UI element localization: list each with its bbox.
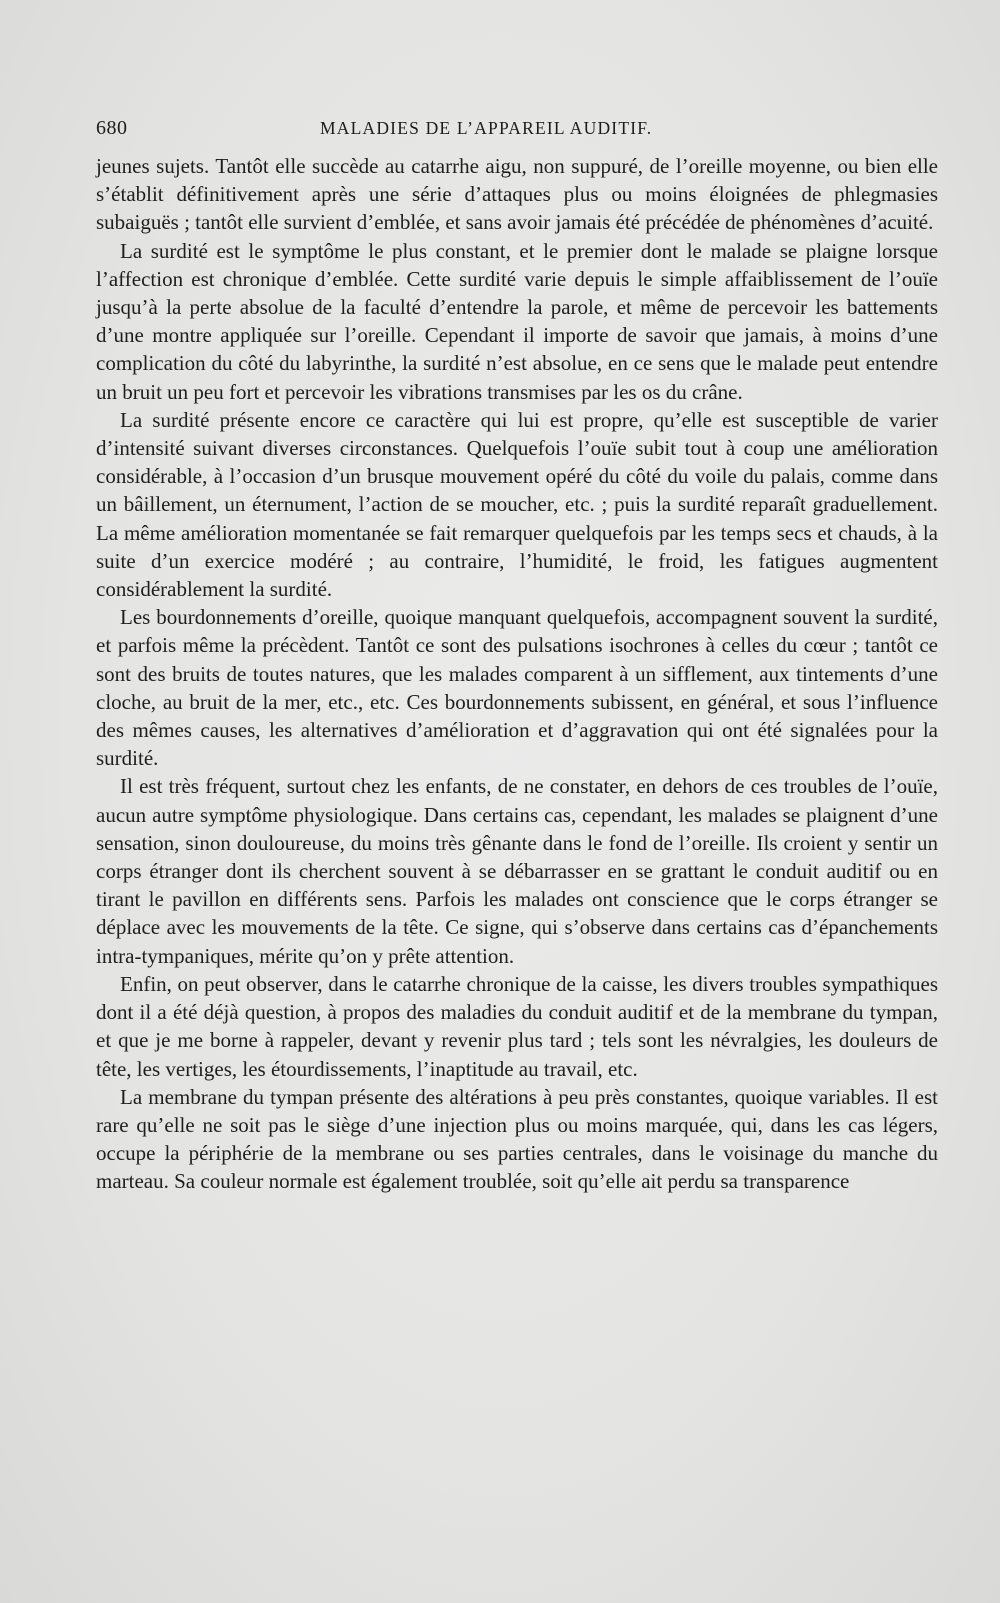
paragraph: jeunes sujets. Tantôt elle succède au catarrhe aigu, non suppuré, de l’oreille moyenne, ou bien elle s’établit définitivement après une série d’attaques plus ou moins éloignées de phlegmasies subaiguës ; tantôt elle survient d’emblée, et sans avoir jamais été précédée de phénomènes d’acuité.: [96, 154, 938, 235]
paragraph: La surdité est le symptôme le plus constant, et le premier dont le malade se plaigne lorsque l’affection est chronique d’emblée. Cette surdité varie depuis le simple affaiblissement de l’ouïe jusqu’à la perte absolue de la faculté d’entendre la parole, et même de percevoir les battements d’une montre appliquée sur l’oreille. Cependant il importe de savoir que jamais, à moins d’une complication du côté du labyrinthe, la surdité n’est absolue, en ce sens que le malade peut entendre un bruit un peu fort et percevoir les vibrations transmises par les os du crâne.: [96, 238, 938, 404]
paragraph: Les bourdonnements d’oreille, quoique manquant quelquefois, accompagnent souvent la surdité, et parfois même la précèdent. Tantôt ce sont des pulsations isochrones à celles du cœur ; tantôt ce sont des bruits de toutes natures, que les malades comparent à un sifflement, aux tintements d’une cloche, au bruit de la mer, etc., etc. Ces bourdonnements subissent, en général, et sous l’influence des mêmes causes, les alternatives d’amélioration et d’aggravation qui ont été signalées pour la surdité.: [96, 605, 938, 771]
page-header: [96, 117, 740, 147]
body-text: [96, 152, 938, 1196]
running-title: MALADIES DE L’APPAREIL AUDITIF.: [320, 118, 653, 138]
paragraph: Il est très fréquent, surtout chez les enfants, de ne constater, en dehors de ces troubles de l’ouïe, aucun autre symptôme physiologique. Dans certains cas, cependant, les malades se plaignent d’une sensation, sinon douloureuse, du moins très gênante dans le fond de l’oreille. Ils croient y sentir un corps étranger dont ils cherchent souvent à se débarrasser en se grattant le conduit auditif ou en tirant le pavillon en différents sens. Parfois les malades ont conscience que le corps étranger se déplace avec les mouvements de la tête. Ce signe, qui s’observe dans certains cas d’épanchements intra-tympaniques, mérite qu’on y prête attention.: [96, 774, 938, 968]
paragraph: Enfin, on peut observer, dans le catarrhe chronique de la caisse, les divers troubles sympathiques dont il a été déjà question, à propos des maladies du conduit auditif et de la membrane du tympan, et que je me borne à rappeler, devant y revenir plus tard ; tels sont les névralgies, les douleurs de tête, les vertiges, les étourdissements, l’inaptitude au travail, etc.: [96, 971, 938, 1081]
paragraph: La membrane du tympan présente des altérations à peu près constantes, quoique variables. Il est rare qu’elle ne soit pas le siège d’une injection plus ou moins marquée, qui, dans les cas légers, occupe la périphérie de la membrane ou ses parties centrales, dans le voisinage du manche du marteau. Sa couleur normale est également troublée, soit qu’elle ait perdu sa transparence: [96, 1084, 938, 1194]
page-number: 680: [96, 117, 128, 139]
paragraph: La surdité présente encore ce caractère qui lui est propre, qu’elle est susceptible de varier d’intensité suivant diverses circonstances. Quelquefois l’ouïe subit tout à coup une amélioration considérable, à l’occasion d’un brusque mouvement opéré du côté du voile du palais, comme dans un bâillement, un éternument, l’action de se moucher, etc. ; puis la surdité reparaît graduellement. La même amélioration momentanée se fait remarquer quelquefois par les temps secs et chauds, à la suite d’un exercice modéré ; au contraire, l’humidité, le froid, les fatigues augmentent considérablement la surdité.: [96, 407, 938, 602]
